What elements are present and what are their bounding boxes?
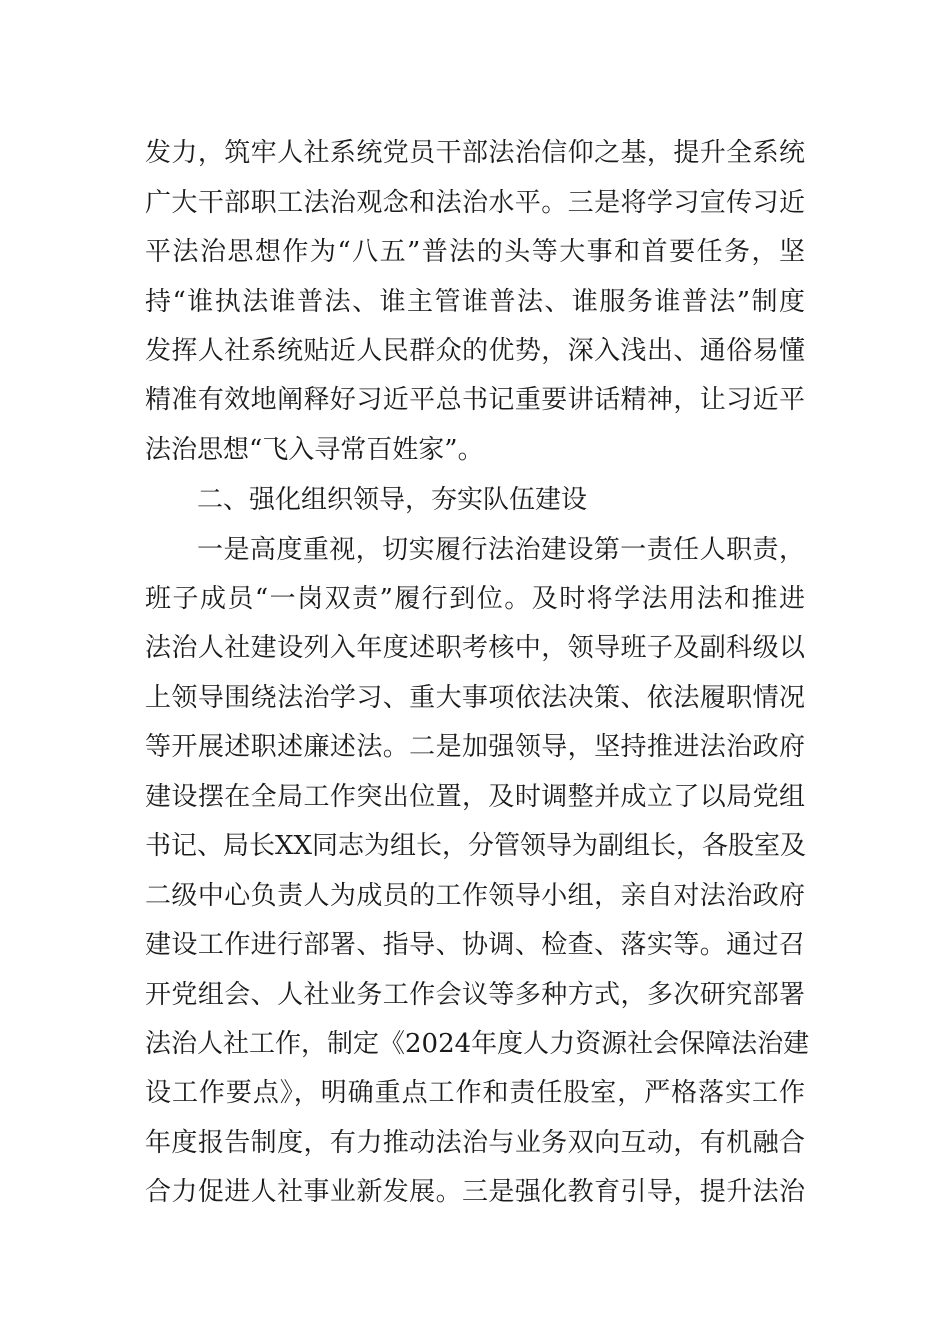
paragraph-line: 持“谁执法谁普法、谁主管谁普法、谁服务谁普法”制度 — [145, 287, 805, 317]
paragraph-line: 年度报告制度，有力推动法治与业务双向互动，有机融合 — [145, 1128, 805, 1158]
paragraph-line: 一是高度重视，切实履行法治建设第一责任人职责， — [197, 535, 805, 565]
paragraph-line: 班子成员“一岗双责”履行到位。及时将学法用法和推进 — [145, 584, 805, 614]
paragraph-line: 法治思想“飞入寻常百姓家”。 — [145, 435, 484, 465]
paragraph-line: 发力，筑牢人社系统党员干部法治信仰之基，提升全系统 — [145, 138, 805, 168]
paragraph-line: 上领导围绕法治学习、重大事项依法决策、依法履职情况 — [145, 683, 805, 713]
paragraph-line: 平法治思想作为“八五”普法的头等大事和首要任务，坚 — [145, 237, 805, 267]
paragraph-line: 发挥人社系统贴近人民群众的优势，深入浅出、通俗易懂 — [145, 336, 805, 366]
paragraph-line: 建设摆在全局工作突出位置，及时调整并成立了以局党组 — [145, 782, 805, 812]
paragraph-line: 法治人社建设列入年度述职考核中，领导班子及副科级以 — [145, 633, 805, 663]
paragraph-line: 法治人社工作，制定《2024年度人力资源社会保障法治建 — [145, 1029, 810, 1059]
paragraph-line: 设工作要点》，明确重点工作和责任股室，严格落实工作 — [145, 1078, 805, 1108]
paragraph-line: 二级中心负责人为成员的工作领导小组，亲自对法治政府 — [145, 881, 805, 911]
paragraph-line: 合力促进人社事业新发展。三是强化教育引导，提升法治 — [145, 1177, 805, 1207]
paragraph-line: 书记、局长XX同志为组长，分管领导为副组长，各股室及 — [145, 831, 807, 861]
paragraph-line: 建设工作进行部署、指导、协调、检查、落实等。通过召 — [145, 930, 805, 960]
paragraph-line: 精准有效地阐释好习近平总书记重要讲话精神，让习近平 — [145, 385, 805, 415]
paragraph-line: 广大干部职工法治观念和法治水平。三是将学习宣传习近 — [145, 188, 805, 218]
paragraph-line: 等开展述职述廉述法。二是加强领导，坚持推进法治政府 — [145, 732, 805, 762]
paragraph-line: 开党组会、人社业务工作会议等多种方式，多次研究部署 — [145, 980, 805, 1010]
section-heading: 二、强化组织领导，夯实队伍建设 — [197, 485, 588, 515]
